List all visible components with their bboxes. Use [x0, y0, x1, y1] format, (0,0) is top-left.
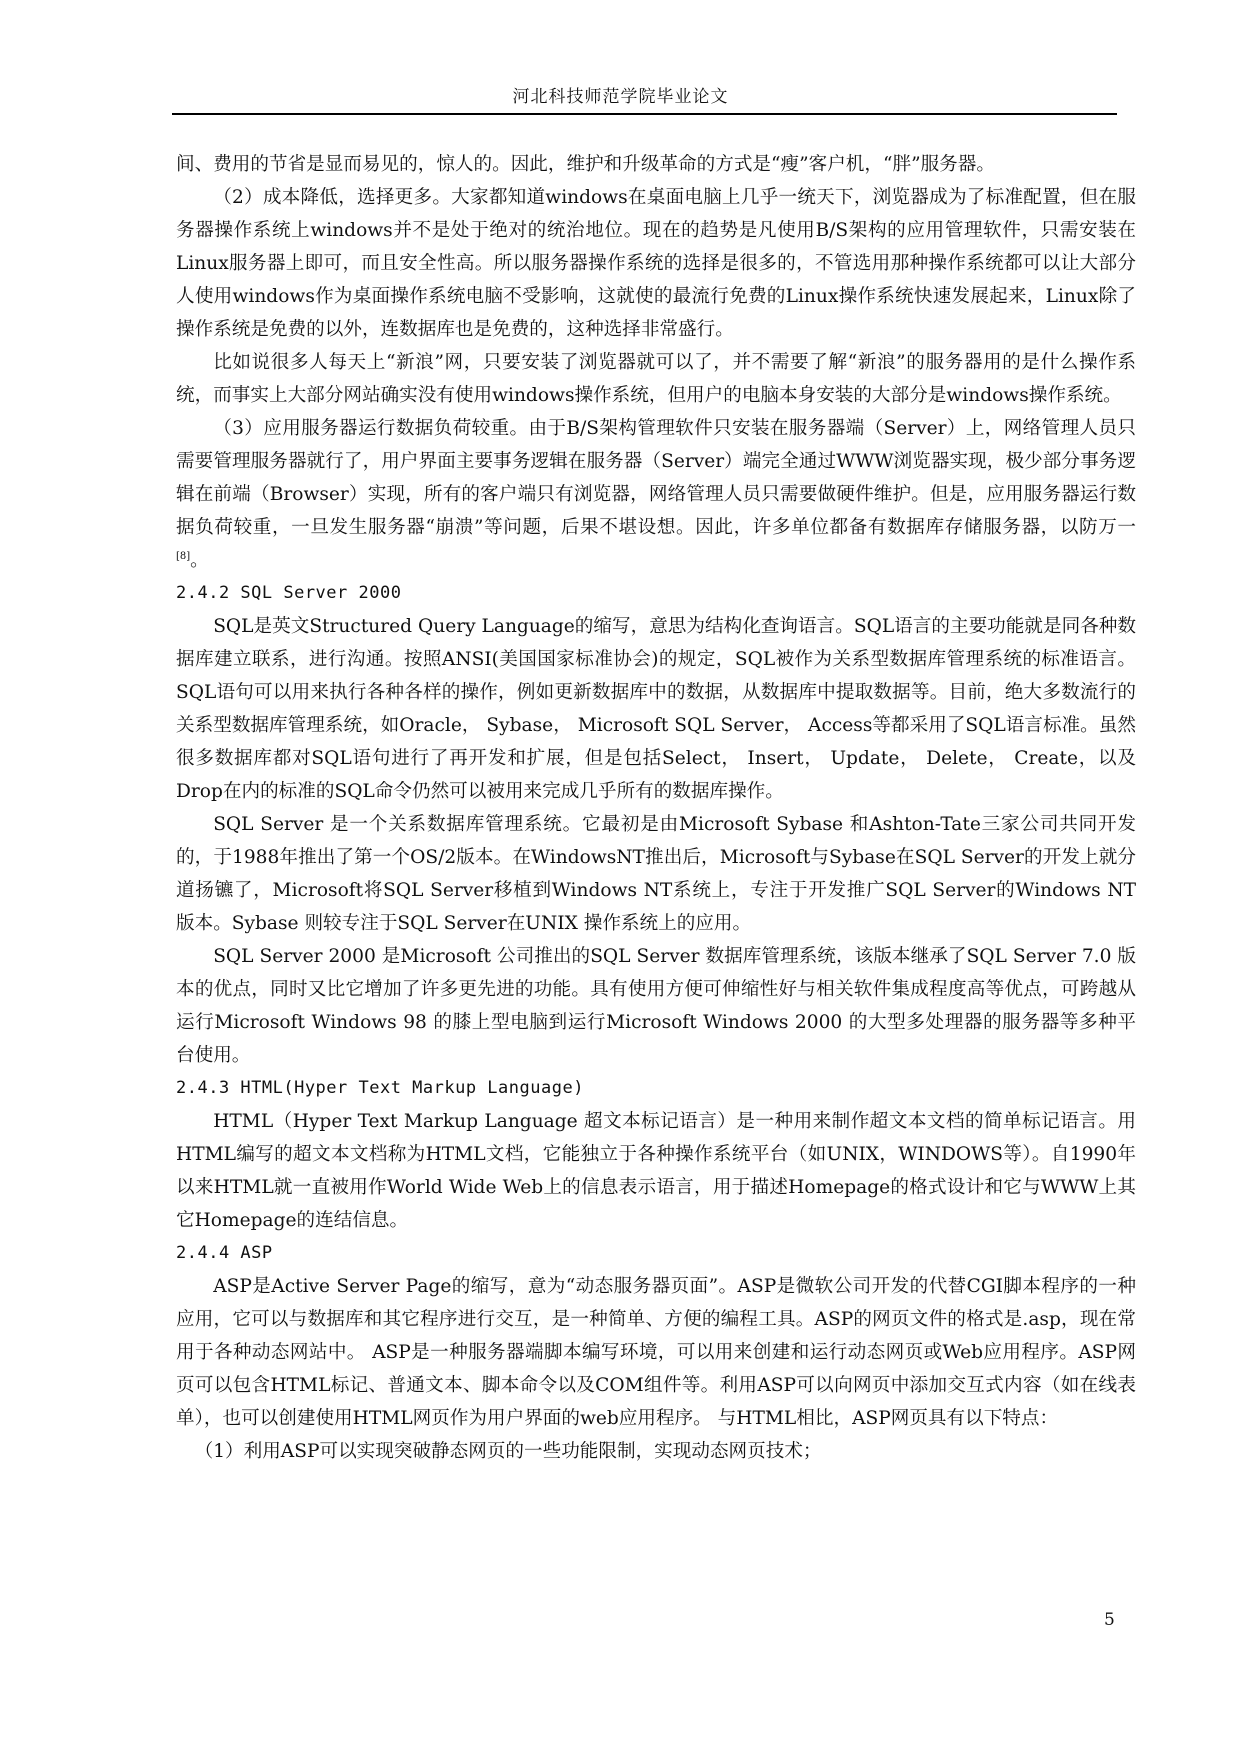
paragraph-server-load-text: （3）应用服务器运行数据负荷较重。由于B/S架构管理软件只安装在服务器端（Server）上，网络管理人员只需要管理服务器就行了，用户界面主要事务逻辑在服务器（Server）端完全通过WWW浏览器实现，极少部分事务逻辑在前端（Browser）实现，所有的客户端只有浏览器，网络管理人员只需要做硬件维护。但是，应用服务器运行数据负荷较重，一旦发生服务器“崩溃”等问题，后果不堪设想。因此，许多单位都备有数据库存储服务器，以防万一 [176, 418, 1136, 538]
section-heading-html: 2.4.3 HTML(Hyper Text Markup Language) [176, 1078, 584, 1098]
paragraph-lower-cost: （2）成本降低，选择更多。大家都知道windows在桌面电脑上几乎一统天下，浏览器成为了标准配置，但在服务器操作系统上windows并不是处于绝对的统治地位。现在的趋势是凡使用B/S架构的应用管理软件，只需安装在Linux服务器上即可，而且安全性高。所以服务器操作系统的选择是很多的，不管选用那种操作系统都可以让大部分人使用windows作为桌面操作系统电脑不受影响，这就使的最流行免费的Linux操作系统快速发展起来，Linux除了操作系统是免费的以外，连数据库也是免费的，这种选择非常盛行。 [176, 187, 1136, 340]
paragraph-html: HTML（Hyper Text Markup Language 超文本标记语言）是一种用来制作超文本文档的简单标记语言。用HTML编写的超文本文档称为HTML文档，它能独立于各种操作系统平台（如UNIX，WINDOWS等）。自1990年以来HTML就一直被用作World Wide Web上的信息表示语言，用于描述Homepage的格式设计和它与WWW上其它Homepage的连结信息。 [176, 1111, 1136, 1231]
paragraph-sql-server-history: SQL Server 是一个关系数据库管理系统。它最初是由Microsoft Sybase 和Ashton-Tate三家公司共同开发的，于1988年推出了第一个OS/2版本。在WindowsNT推出后，Microsoft与Sybase在SQL Server的开发上就分道扬镳了，Microsoft将SQL Server移植到Windows NT系统上，专注于开发推广SQL Server的Windows NT 版本。Sybase 则较专注于SQL Server在UNIX 操作系统上的应用。 [176, 814, 1136, 934]
section-heading-asp: 2.4.4 ASP [176, 1243, 273, 1263]
citation-marker: [8] [176, 550, 191, 562]
paragraph-cost-savings-continued: 间、费用的节省是显而易见的，惊人的。因此，维护和升级革命的方式是“瘦”客户机，“胖”服务器。 [176, 154, 995, 175]
paragraph-asp: ASP是Active Server Page的缩写，意为“动态服务器页面”。ASP是微软公司开发的代替CGI脚本程序的一种应用，它可以与数据库和其它程序进行交互，是一种简单、方便的编程工具。ASP的网页文件的格式是.asp，现在常用于各种动态网站中。 ASP是一种服务器端脚本编写环境，可以用来创建和运行动态网页或Web应用程序。ASP网页可以包含HTML标记、普通文本、脚本命令以及COM组件等。利用ASP可以向网页中添加交互式内容（如在线表单），也可以创建使用HTML网页作为用户界面的web应用程序。 与HTML相比，ASP网页具有以下特点： [176, 1276, 1136, 1429]
paragraph-sql-server-2000: SQL Server 2000 是Microsoft 公司推出的SQL Server 数据库管理系统，该版本继承了SQL Server 7.0 版本的优点，同时又比它增加了许多更先进的功能。具有使用方便可伸缩性好与相关软件集成程度高等优点，可跨越从运行Microsoft Windows 98 的膝上型电脑到运行Microsoft Windows 2000 的大型多处理器的服务器等多种平台使用。 [176, 946, 1136, 1066]
running-header: 河北科技师范学院毕业论文 [512, 87, 729, 107]
section-heading-sql-server: 2.4.2 SQL Server 2000 [176, 583, 402, 603]
list-item-asp-feature-1: （1）利用ASP可以实现突破静态网页的一些功能限制，实现动态网页技术； [194, 1441, 822, 1462]
paragraph-sql-intro: SQL是英文Structured Query Language的缩写，意思为结构化查询语言。SQL语言的主要功能就是同各种数据库建立联系，进行沟通。按照ANSI(美国国家标准协会)的规定，SQL被作为关系型数据库管理系统的标准语言。SQL语句可以用来执行各种各样的操作，例如更新数据库中的数据，从数据库中提取数据等。目前，绝大多数流行的关系型数据库管理系统，如Oracle， Sybase， Microsoft SQL Server， Access等都采用了SQL语言标准。虽然很多数据库都对SQL语句进行了再开发和扩展，但是包括Select， Insert， Update， Delete， Create，以及Drop在内的标准的SQL命令仍然可以被用来完成几乎所有的数据库操作。 [176, 616, 1136, 802]
paragraph-server-load-end: 。 [190, 550, 209, 571]
header-divider [172, 113, 1117, 115]
page-number: 5 [1104, 1610, 1115, 1630]
paragraph-server-load [176, 412, 1136, 577]
page-body [176, 148, 1136, 1468]
paragraph-sina-example: 比如说很多人每天上“新浪”网，只要安装了浏览器就可以了，并不需要了解“新浪”的服务器用的是什么操作系统，而事实上大部分网站确实没有使用windows操作系统，但用户的电脑本身安装的大部分是windows操作系统。 [176, 352, 1136, 406]
